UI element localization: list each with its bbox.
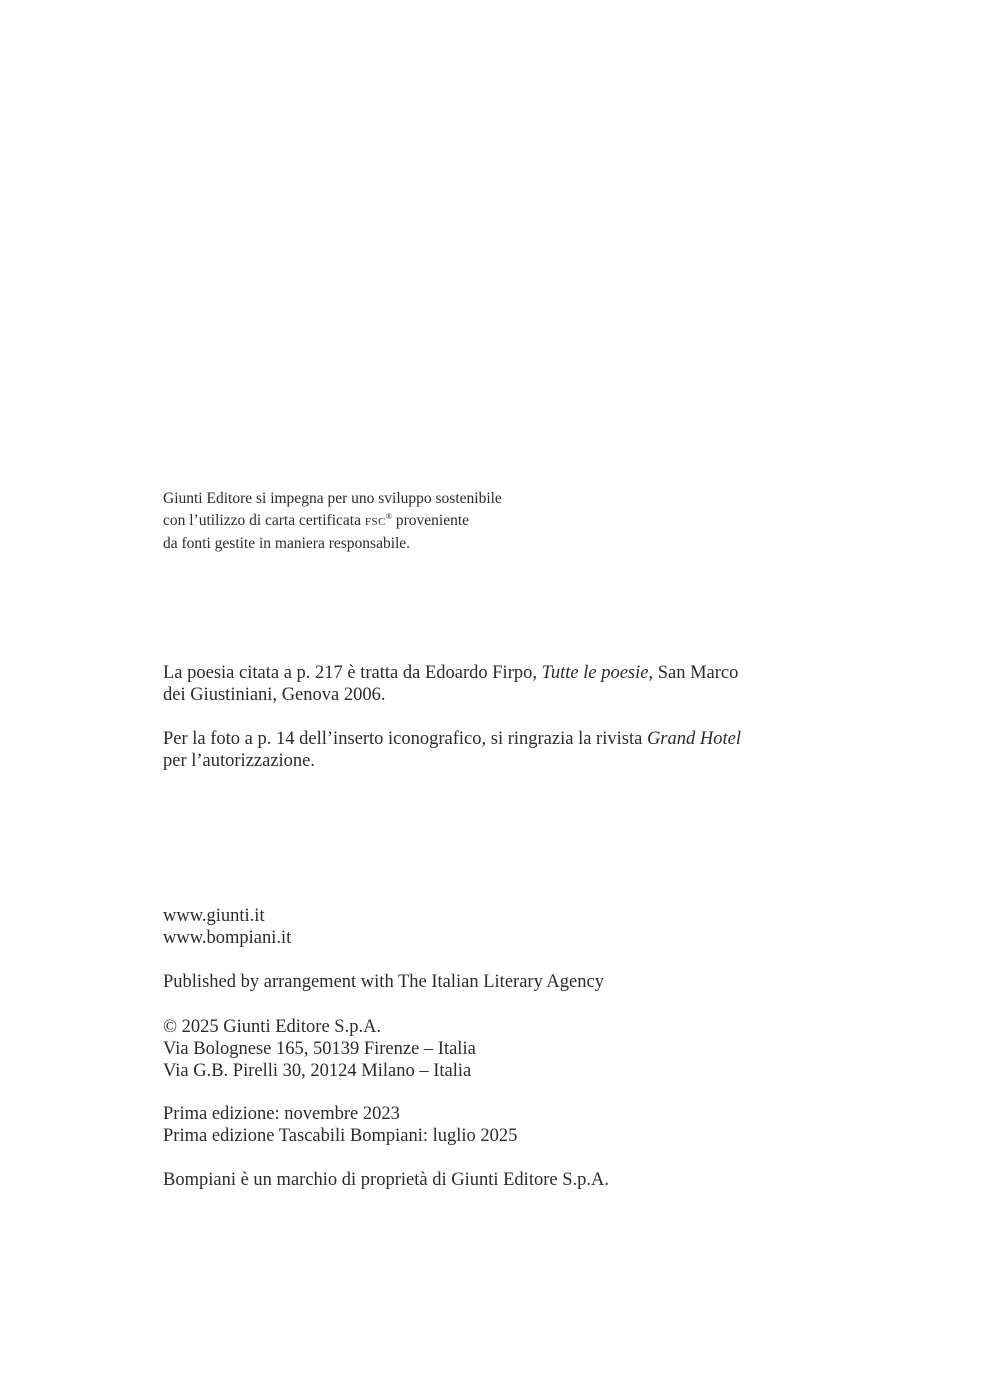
poem-credit xyxy=(163,662,738,706)
pocket-edition: Prima edizione Tascabili Bompiani: luglio 2025 xyxy=(163,1126,518,1146)
photo-credit xyxy=(163,728,741,772)
arrangement-notice xyxy=(163,971,604,993)
poem-credit-line-1 xyxy=(163,662,738,684)
address-firenze: Via Bolognese 165, 50139 Firenze – Italia xyxy=(163,1039,476,1059)
photo-credit-line-2: per l’autorizzazione. xyxy=(163,751,316,771)
fsc-mark: FSC xyxy=(364,516,386,528)
publisher-info xyxy=(163,1016,476,1082)
poem-book-title: Tutte le poesie xyxy=(541,663,649,683)
sustainability-line-2-end: proveniente xyxy=(391,512,470,529)
trademark-notice xyxy=(163,1169,609,1191)
magazine-title: Grand Hotel xyxy=(646,729,741,749)
sustainability-notice xyxy=(163,488,502,555)
sustainability-line-2 xyxy=(163,510,502,533)
poem-credit-text: La poesia citata a p. 217 è tratta da Edoardo Firpo, xyxy=(163,663,542,683)
sustainability-line-3: da fonti gestite in maniera responsabile. xyxy=(163,535,411,552)
website-bompiani: www.bompiani.it xyxy=(163,928,292,948)
website-giunti: www.giunti.it xyxy=(163,906,265,926)
photo-credit-text: Per la foto a p. 14 dell’inserto iconografico, si ringrazia la rivista xyxy=(163,729,647,749)
poem-credit-line-2: dei Giustiniani, Genova 2006. xyxy=(163,685,386,705)
trademark-line: Bompiani è un marchio di proprietà di Giunti Editore S.p.A. xyxy=(163,1170,609,1190)
sustainability-line-2-text: con l’utilizzo di carta certificata xyxy=(163,512,365,529)
registered-mark: ® xyxy=(385,511,392,521)
arrangement-line: Published by arrangement with The Italian Literary Agency xyxy=(163,972,604,992)
copyright-line: © 2025 Giunti Editore S.p.A. xyxy=(163,1017,382,1037)
sustainability-line-1: Giunti Editore si impegna per uno sviluppo sostenibile xyxy=(163,490,502,507)
poem-credit-publisher: , San Marco xyxy=(648,663,739,683)
edition-info xyxy=(163,1103,517,1147)
address-milano: Via G.B. Pirelli 30, 20124 Milano – Italia xyxy=(163,1061,472,1081)
first-edition: Prima edizione: novembre 2023 xyxy=(163,1104,400,1124)
photo-credit-line-1 xyxy=(163,728,741,750)
websites xyxy=(163,905,291,949)
